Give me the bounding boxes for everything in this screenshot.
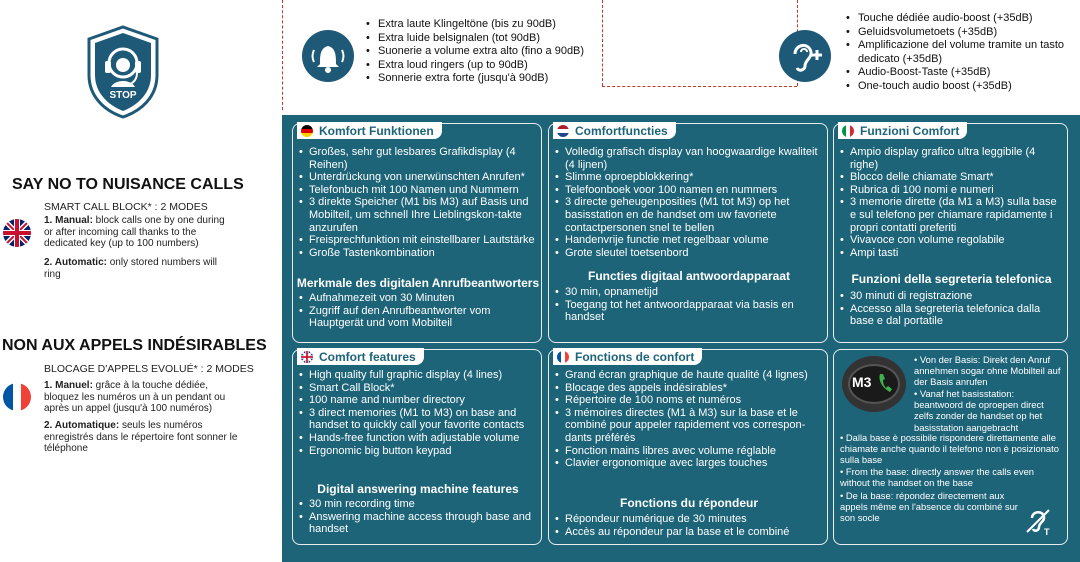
boost-item: • Geluidsvolumetoets (+35dB): [846, 26, 1076, 40]
note-nl: • Vanaf het basisstation: beantwoord de oproepen direct zelfs zonder de handset op het basisstation aangebracht: [914, 388, 1044, 433]
feature-item: • Répertoire de 100 noms et numéros: [555, 394, 823, 407]
panel-de-title: Komfort Funktionen: [297, 122, 442, 139]
panel-fr-title: Fonctions de confort: [553, 348, 702, 365]
feature-item: • Toegang tot het antwoordapparaat via basis en handset: [555, 299, 823, 324]
features-area: [282, 115, 1080, 562]
nuisance-auto-fr: 2. Automatique: seuls les numéros enregistrés dans le répertoire font sonner le téléphone: [44, 420, 238, 454]
uk-flag-icon: [301, 351, 313, 363]
shield-label: STOP: [109, 90, 137, 101]
nuisance-sub-fr: BLOCAGE D'APPELS EVOLUÉ* : 2 MODES: [44, 363, 254, 375]
dashed-divider: [602, 86, 797, 87]
feature-item: • Clavier ergonomique avec larges touches: [555, 457, 823, 470]
note-de: • Von der Basis: Direkt den Anruf annehmen sogar ohne Mobilteil auf der Basis anrufen: [914, 354, 1061, 388]
nuisance-auto-en: 2. Automatic: only stored numbers will ring: [44, 257, 218, 280]
feature-item: • Aufnahmezeit von 30 Minuten: [299, 292, 537, 305]
feature-item: • Accesso alla segreteria telefonica dalla base e dal portatile: [840, 303, 1064, 328]
feature-item: • Volledig grafisch display van hoogwaardige kwaliteit (4 lijnen): [555, 146, 823, 171]
svg-text:T: T: [1044, 527, 1050, 536]
panel-nl-list: [555, 146, 823, 259]
ringer-item: • Extra loud ringers (up to 90dB): [366, 59, 606, 73]
panel-it-title: Funzioni Comfort: [838, 122, 967, 139]
nuisance-title-fr: NON AUX APPELS INDÉSIRABLES: [2, 337, 267, 354]
ringer-list: [366, 18, 606, 86]
feature-item: • 3 directe geheugenposities (M1 tot M3) op het basisstation en de handset om uw favoriete contactpersonen snel te bellen: [555, 196, 823, 234]
nuisance-call-section: [0, 0, 280, 562]
feature-item: • Großes, sehr gut lesbares Grafikdisplay (4 Reihen): [299, 146, 537, 171]
hearing-aid-icon: [1023, 506, 1053, 536]
ringer-item: • Extra laute Klingeltöne (bis zu 90dB): [366, 18, 606, 32]
feature-item: • Ampio display grafico ultra leggibile (4 righe): [840, 146, 1064, 171]
de-flag-icon: [301, 125, 313, 137]
bell-icon: [302, 30, 354, 82]
ringer-item: • Extra luide belsignalen (tot 90dB): [366, 32, 606, 46]
feature-item: • Hands-free function with adjustable volume: [299, 432, 537, 445]
m3-label: M3: [852, 374, 872, 390]
panel-fr: [548, 349, 828, 545]
feature-item: • Ergonomic big button keypad: [299, 445, 537, 458]
feature-item: • 30 minuti di registrazione: [840, 290, 1064, 303]
feature-item: • Handenvrije functie met regelbaar volume: [555, 234, 823, 247]
panel-en-sub: Digital answering machine features: [317, 482, 519, 496]
panel-de-sub: Merkmale des digitalen Anrufbeantworters: [296, 276, 540, 290]
ringer-item: • Sonnerie extra forte (jusqu'à 90dB): [366, 72, 606, 86]
boost-item: • One-touch audio boost (+35dB): [846, 80, 1076, 94]
fr-flag-icon: [557, 351, 569, 363]
panel-nl: [548, 123, 828, 343]
dashed-divider: [282, 0, 283, 110]
ear-plus-icon: [779, 30, 831, 82]
feature-item: • Blocco delle chiamate Smart*: [840, 171, 1064, 184]
feature-item: • Vivavoce con volume regolabile: [840, 234, 1064, 247]
note-fr: • De la base: répondez directement aux appels même en l'absence du combiné sur son socle: [840, 490, 1018, 524]
panel-nl-sub: Functies digitaal antwoordapparaat: [587, 269, 791, 283]
panel-de: [292, 123, 542, 343]
panel-it: [833, 123, 1068, 343]
feature-item: • Zugriff auf den Anrufbeantworter vom Hauptgerät und vom Mobilteil: [299, 305, 537, 330]
nl-flag-icon: [557, 125, 569, 137]
ringer-item: • Suonerie a volume extra alto (fino a 90dB): [366, 45, 606, 59]
feature-item: • Telefoonboek voor 100 namen en nummers: [555, 184, 823, 197]
panel-notes: [833, 349, 1068, 545]
panel-fr-list2: [555, 513, 823, 538]
boost-item: • Amplificazione del volume tramite un tasto dedicato (+35dB): [846, 39, 1076, 66]
feature-item: • 30 min, opnametijd: [555, 286, 823, 299]
feature-item: • Blocage des appels indésirables*: [555, 382, 823, 395]
nuisance-sub-en: SMART CALL BLOCK* : 2 MODES: [44, 201, 208, 213]
feature-item: • Telefonbuch mit 100 Namen und Nummern: [299, 184, 537, 197]
feature-item: • Fonction mains libres avec volume réglable: [555, 445, 823, 458]
feature-item: • 3 direct memories (M1 to M3) on base and handset to quickly call your favorite contacts: [299, 407, 537, 432]
panel-en-title: Comfort features: [297, 348, 424, 365]
feature-item: • Unterdrückung von unerwünschten Anrufen*: [299, 171, 537, 184]
feature-item: • 100 name and number directory: [299, 394, 537, 407]
boost-item: • Touche dédiée audio-boost (+35dB): [846, 12, 1076, 26]
feature-item: • Ampi tasti: [840, 247, 1064, 260]
feature-item: • 3 mémoires directes (M1 à M3) sur la base et le combiné pour appeler rapidement vos correspon-dants préférés: [555, 407, 823, 445]
feature-item: • Smart Call Block*: [299, 382, 537, 395]
feature-item: • Rubrica di 100 nomi e numeri: [840, 184, 1064, 197]
panel-nl-title: Comfortfuncties: [553, 122, 676, 139]
feature-item: • Accès au répondeur par la base et le combiné: [555, 526, 823, 539]
panel-it-list: [840, 146, 1064, 259]
fr-flag-icon: [3, 383, 31, 411]
panel-it-list2: [840, 290, 1064, 328]
panel-en-list: [299, 369, 537, 457]
feature-item: • 30 min recording time: [299, 498, 537, 511]
nuisance-manual-en: 1. Manual: block calls one by one during or after incoming call thanks to the dedicated key (up to 100 numbers): [44, 215, 225, 249]
feature-item: • Große Tastenkombination: [299, 247, 537, 260]
panel-it-sub: Funzioni della segreteria telefonica: [851, 272, 1052, 286]
panel-de-list2: [299, 292, 537, 330]
feature-item: • Answering machine access through base and handset: [299, 511, 537, 536]
uk-flag-icon: [3, 219, 31, 247]
panel-en-list2: [299, 498, 537, 536]
stop-shield-icon: [85, 25, 161, 119]
panel-de-list: [299, 146, 537, 259]
top-features: [282, 0, 1080, 115]
note-en: • From the base: directly answer the calls even without the handset on the base: [840, 466, 1034, 489]
feature-item: • Grand écran graphique de haute qualité (4 lignes): [555, 369, 823, 382]
feature-item: • 3 memorie dirette (da M1 a M3) sulla base e sul telefono per chiamare rapidamente i propri contatti preferiti: [840, 196, 1064, 234]
boost-list: [846, 12, 1076, 93]
panel-en: [292, 349, 542, 545]
feature-item: • Freisprechfunktion mit einstellbarer Lautstärke: [299, 234, 537, 247]
feature-item: • High quality full graphic display (4 lines): [299, 369, 537, 382]
nuisance-title-en: SAY NO TO NUISANCE CALLS: [12, 176, 244, 193]
panel-fr-sub: Fonctions du répondeur: [620, 496, 758, 510]
feature-item: • 3 direkte Speicher (M1 bis M3) auf Basis und Mobilteil, um schnell Ihre Lieblingskon-takte anzurufen: [299, 196, 537, 234]
phone-button-icon: [842, 356, 906, 412]
it-flag-icon: [842, 125, 854, 137]
feature-item: • Slimme oproepblokkering*: [555, 171, 823, 184]
note-it: • Dalla base è possibile rispondere direttamente alle chiamate anche quando il telefono non è posizionato sulla base: [840, 432, 1059, 466]
nuisance-manual-fr: 1. Manuel: grâce à la touche dédiée, bloquez les numéros un à un pendant ou après un appel (jusqu'à 100 numéros): [44, 380, 226, 414]
panel-nl-list2: [555, 286, 823, 324]
boost-item: • Audio-Boost-Taste (+35dB): [846, 66, 1076, 80]
feature-item: • Grote sleutel toetsenbord: [555, 247, 823, 260]
feature-item: • Répondeur numérique de 30 minutes: [555, 513, 823, 526]
panel-fr-list: [555, 369, 823, 470]
